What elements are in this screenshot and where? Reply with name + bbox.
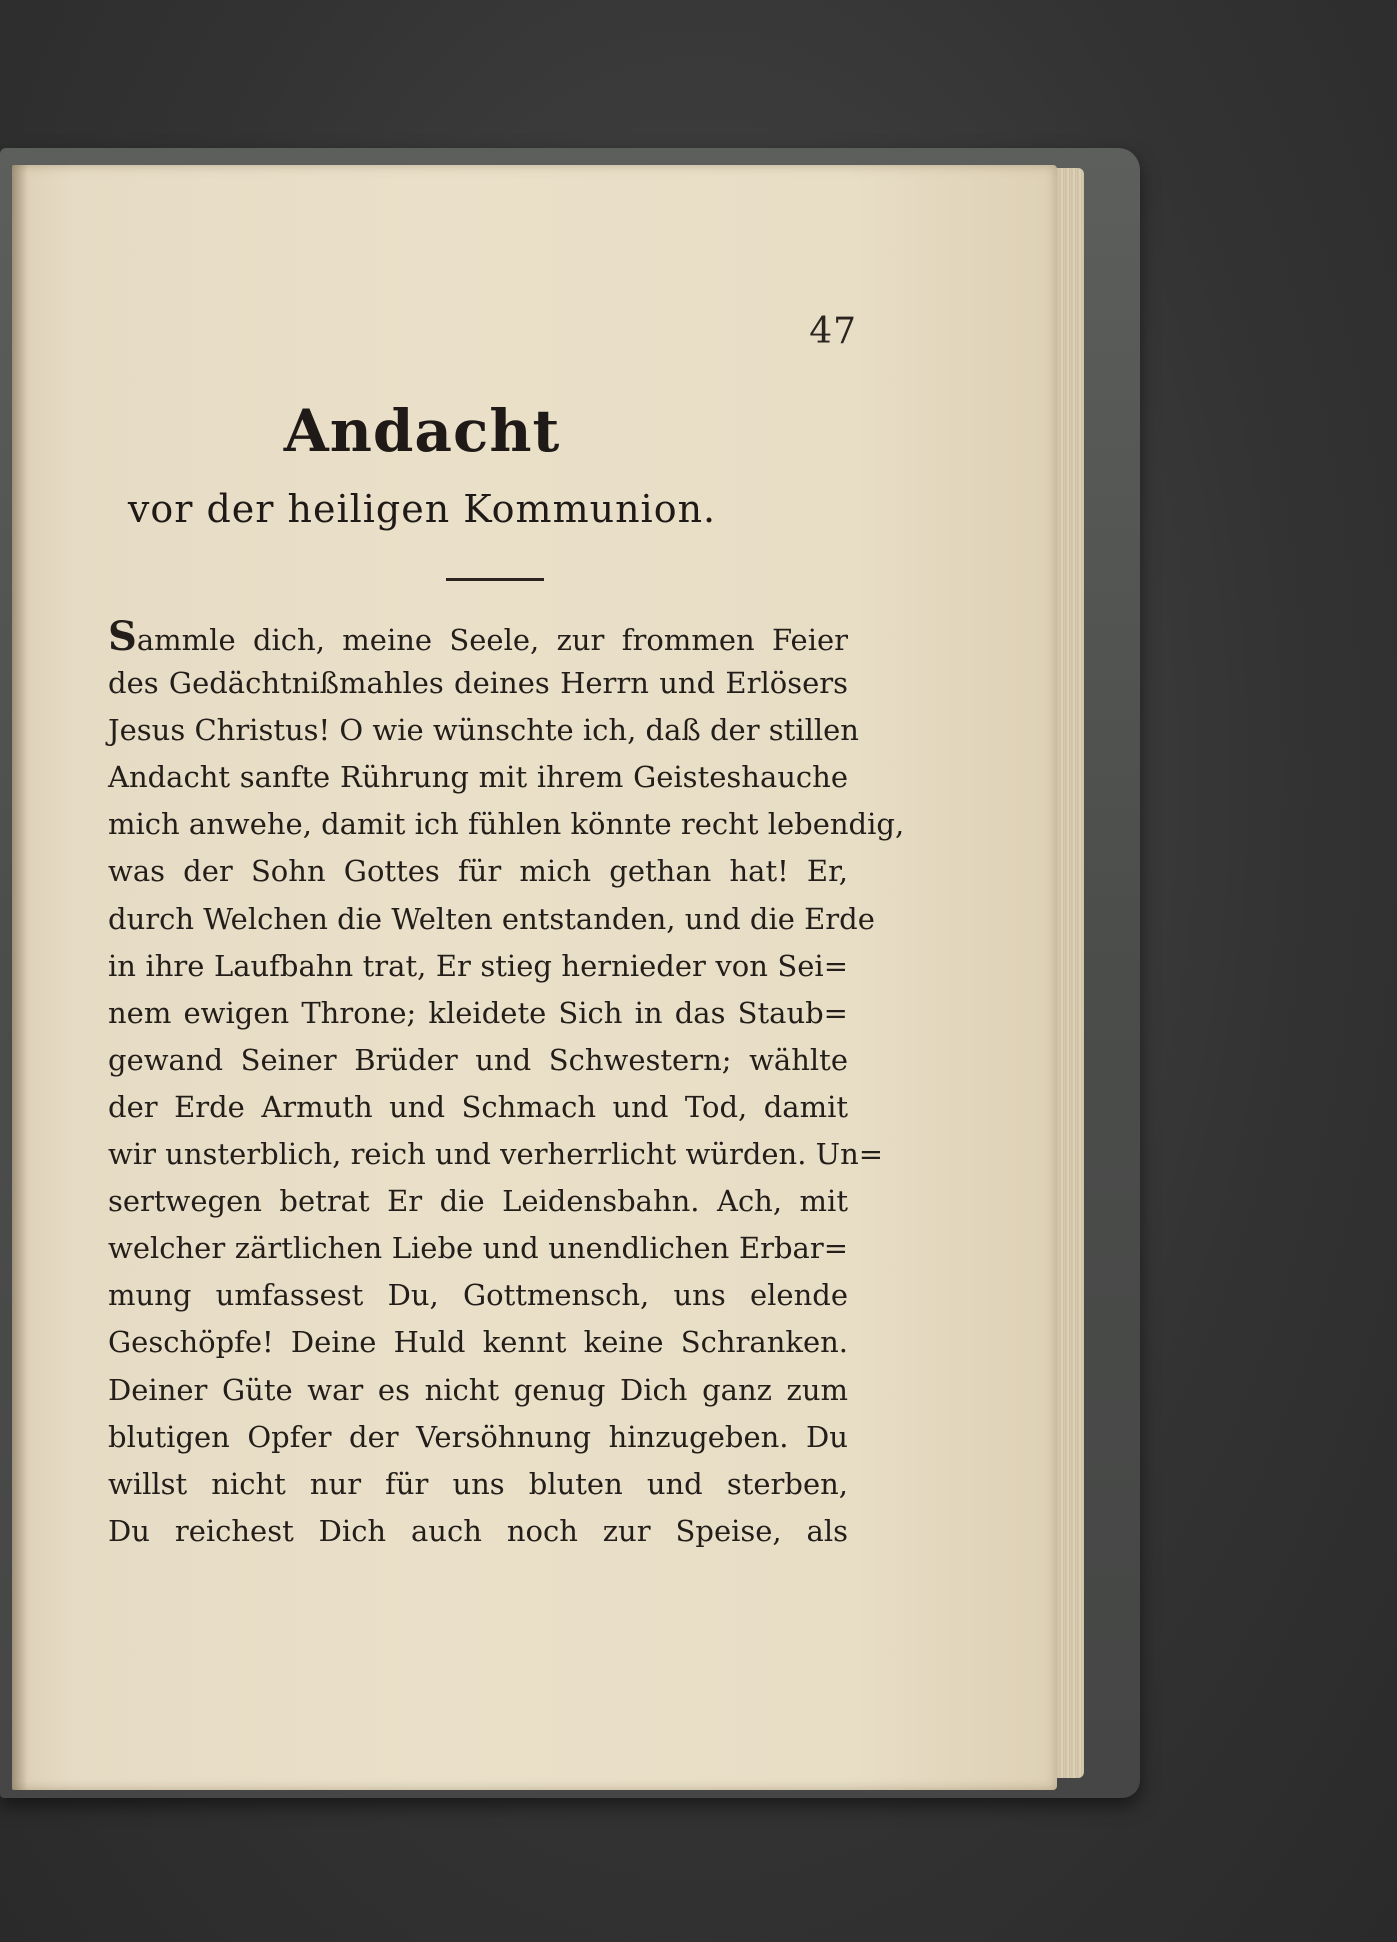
body-line: was der Sohn Gottes für mich gethan hat! Er, [108, 854, 848, 889]
page-subtitle: vor der heiligen Kommunion. [127, 487, 717, 531]
body-line: des Gedächtnißmahles deines Herrn und Erlösers [108, 666, 848, 701]
body-line: Sammle dich, meine Seele, zur frommen Feier [108, 613, 848, 660]
body-line: Deiner Güte war es nicht genug Dich ganz zum [108, 1372, 848, 1407]
page-number: 47 [809, 311, 857, 352]
body-line: willst nicht nur für uns bluten und sterben, [108, 1466, 848, 1501]
divider-rule [446, 578, 544, 581]
body-line: Du reichest Dich auch noch zur Speise, als [108, 1513, 848, 1548]
body-line: Andacht sanfte Rührung mit ihrem Geisteshauche [108, 760, 848, 795]
body-line: Geschöpfe! Deine Huld kennt keine Schranken. [108, 1325, 848, 1360]
body-line: wir unsterblich, reich und verherrlicht würden. Un= [108, 1137, 884, 1172]
body-line: durch Welchen die Welten entstanden, und die Erde [108, 901, 875, 936]
body-text [108, 613, 905, 1555]
body-line: Jesus Christus! O wie wünschte ich, daß der stillen [108, 713, 859, 748]
body-line: gewand Seiner Brüder und Schwestern; wählte [108, 1042, 848, 1077]
page-title: Andacht [283, 397, 561, 465]
body-line: in ihre Laufbahn trat, Er stieg hernieder von Sei= [108, 948, 848, 983]
book-page [12, 165, 1057, 1790]
body-line: sertwegen betrat Er die Leidensbahn. Ach, mit [108, 1184, 848, 1219]
body-line: der Erde Armuth und Schmach und Tod, damit [108, 1089, 848, 1124]
body-line: blutigen Opfer der Versöhnung hinzugeben. Du [108, 1419, 848, 1454]
body-line: mich anwehe, damit ich fühlen könnte recht lebendig, [108, 807, 905, 842]
body-line: nem ewigen Throne; kleidete Sich in das Staub= [108, 995, 848, 1030]
drop-cap: S [108, 613, 137, 660]
body-line: mung umfassest Du, Gottmensch, uns elende [108, 1278, 848, 1313]
body-line: welcher zärtlichen Liebe und unendlichen Erbar= [108, 1231, 848, 1266]
